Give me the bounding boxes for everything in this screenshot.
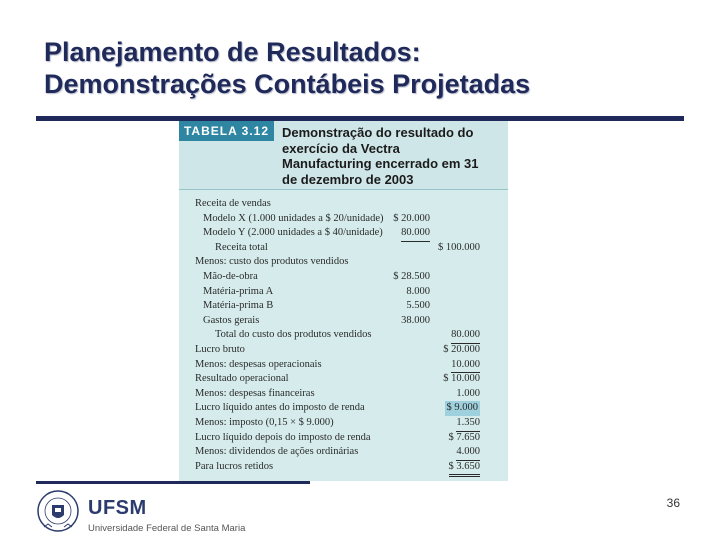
row-value-total: $ 9.000 — [445, 401, 481, 416]
page-number: 36 — [666, 496, 680, 510]
row-value-total: $ 3.650 — [449, 460, 481, 478]
row-value-subtotal: $ 28.500 — [393, 270, 430, 282]
row-label: Resultado operacional — [195, 373, 289, 385]
table-row — [179, 343, 508, 358]
slide-title — [44, 36, 530, 100]
table-row — [179, 416, 508, 431]
row-value-subtotal: 80.000 — [401, 226, 430, 242]
ufsm-logo — [36, 487, 296, 537]
row-label: Lucro bruto — [195, 343, 245, 355]
row-value-total: 1.350 — [456, 416, 480, 432]
table-row — [179, 445, 508, 460]
row-label: Menos: dividendos de ações ordinárias — [195, 446, 359, 458]
table-title-line: Manufacturing encerrado em 31 — [282, 156, 479, 171]
table-tag: TABELA 3.12 — [179, 121, 274, 141]
table-row — [179, 226, 508, 241]
table-rows — [179, 197, 508, 474]
row-label: Total do custo dos produtos vendidos — [215, 329, 372, 341]
table-row — [179, 270, 508, 285]
table-row — [179, 387, 508, 402]
table-row — [179, 314, 508, 329]
row-value-total: 80.000 — [451, 328, 480, 344]
table-row — [179, 197, 508, 212]
income-statement-table — [179, 121, 508, 481]
table-row — [179, 328, 508, 343]
row-label: Receita total — [215, 241, 268, 253]
row-label: Menos: custo dos produtos vendidos — [195, 256, 349, 268]
row-value-total: $ 10.000 — [443, 373, 480, 385]
row-label: Menos: imposto (0,15 × $ 9.000) — [195, 416, 334, 428]
logo-subtitle: Universidade Federal de Santa Maria — [88, 523, 246, 534]
table-row — [179, 285, 508, 300]
table-header — [179, 121, 508, 190]
logo-name: UFSM — [88, 497, 147, 519]
slide-title-line-1: Planejamento de Resultados: — [44, 37, 421, 67]
table-row — [179, 460, 508, 475]
table-row — [179, 255, 508, 270]
row-label: Gastos gerais — [203, 314, 260, 326]
table-row — [179, 241, 508, 256]
row-value-total: 1.000 — [456, 387, 480, 403]
table-title-line: Demonstração do resultado do — [282, 125, 474, 140]
row-label: Modelo Y (2.000 unidades a $ 40/unidade) — [203, 227, 383, 239]
row-label: Receita de vendas — [195, 198, 271, 209]
table-row — [179, 372, 508, 387]
table-row — [179, 299, 508, 314]
table-title-line: exercício da Vectra — [282, 140, 400, 156]
row-label: Menos: despesas operacionais — [195, 358, 322, 370]
row-label: Mão-de-obra — [203, 270, 258, 282]
slide-title-line-2: Demonstrações Contábeis Projetadas — [44, 69, 531, 99]
row-value-total: $ 100.000 — [438, 241, 480, 253]
row-label: Matéria-prima A — [203, 285, 274, 297]
row-label: Lucro líquido depois do imposto de renda — [195, 431, 371, 443]
table-title — [282, 125, 502, 187]
table-row — [179, 431, 508, 446]
row-value-subtotal: 38.000 — [401, 314, 430, 326]
row-value-subtotal: 5.500 — [406, 300, 430, 312]
table-title-line: de dezembro de 2003 — [282, 171, 414, 187]
row-value-subtotal: 8.000 — [406, 285, 430, 297]
table-row — [179, 401, 508, 416]
footer-bar — [36, 481, 310, 484]
row-value-total: $ 20.000 — [443, 343, 480, 355]
row-label: Lucro líquido antes do imposto de renda — [195, 402, 365, 414]
row-value-total: $ 7.650 — [448, 431, 480, 443]
row-value-total: 4.000 — [456, 445, 480, 461]
row-label: Matéria-prima B — [203, 300, 274, 312]
table-row — [179, 358, 508, 373]
ufsm-seal-icon — [36, 487, 80, 537]
table-row — [179, 212, 508, 227]
row-label: Menos: despesas financeiras — [195, 387, 315, 399]
row-value-total: 10.000 — [451, 358, 480, 374]
row-value-subtotal: $ 20.000 — [393, 212, 430, 224]
row-label: Modelo X (1.000 unidades a $ 20/unidade) — [203, 212, 384, 224]
row-label: Para lucros retidos — [195, 460, 274, 472]
